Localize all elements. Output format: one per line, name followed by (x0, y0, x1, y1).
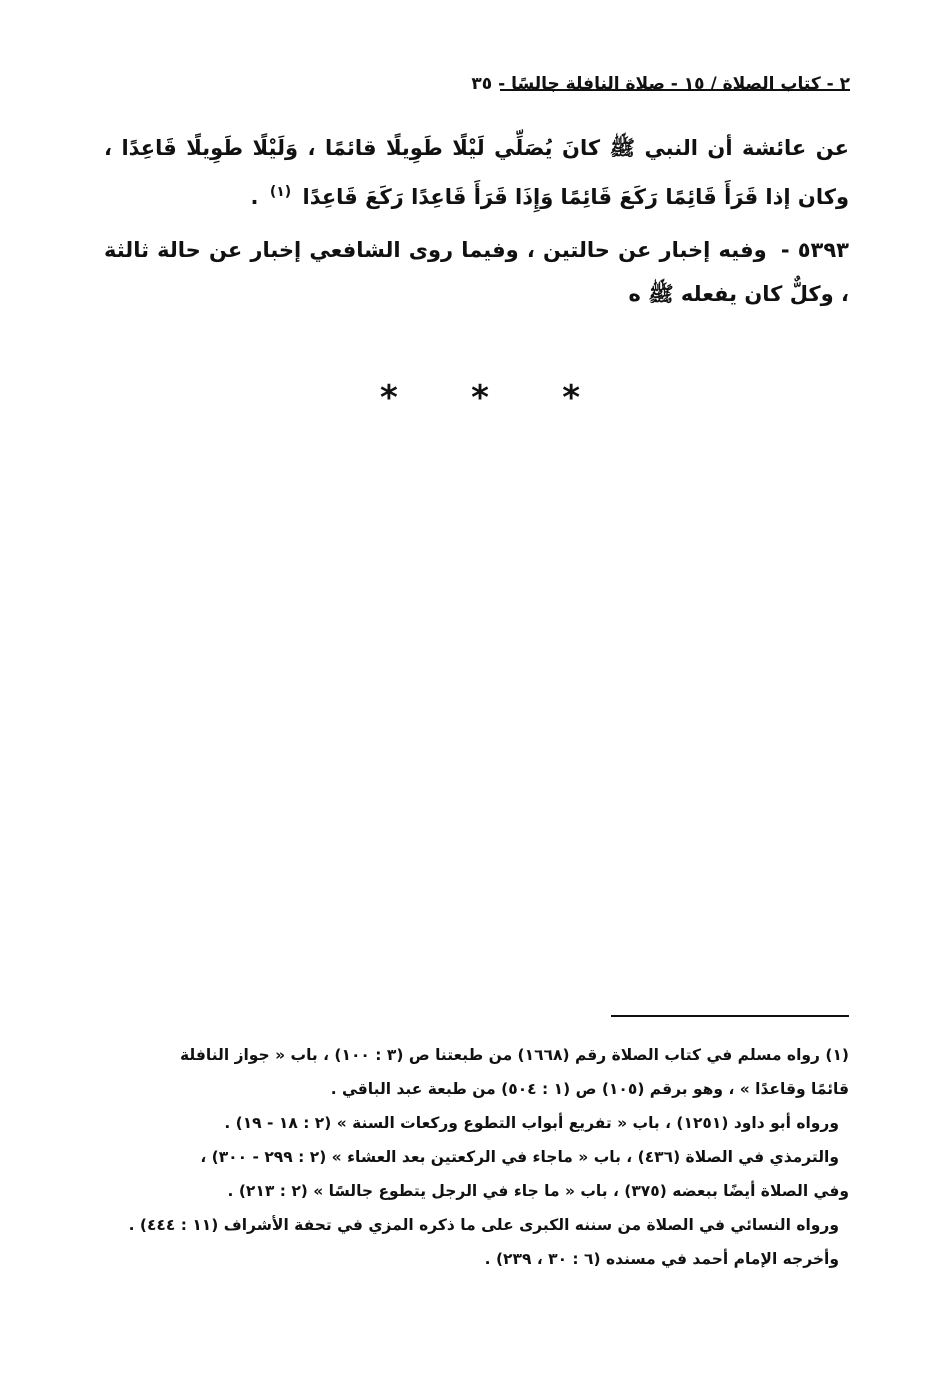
footnote-line: قائمًا وقاعدًا » ، وهو برقم (١٠٥) ص (١ : ٥٠٤) من طبعة عبد الباقي . (330, 1080, 849, 1098)
separator-star: * (471, 378, 489, 418)
hadith-text: عن عائشة أن النبي ﷺ كانَ يُصَلِّي لَيْلًا طَوِيلًا قائمًا ، وَلَيْلًا طَوِيلًا قَاعِدًا ، وكان إذا قَرَأَ قَائِمًا رَكَعَ قَائِمًا وَإِذَا قَرَأَ قَاعِدًا رَكَعَ قَاعِدًا (104, 136, 849, 209)
footnote-line: وأخرجه الإمام أحمد في مسنده (٦ : ٣٠ ، ٢٣٩) . (484, 1250, 839, 1268)
footnote-line: والترمذي في الصلاة (٤٣٦) ، باب « ماجاء في الركعتين بعد العشاء » (٢ : ٢٩٩ - ٣٠٠) ، (200, 1148, 839, 1166)
footnote-line: ورواه أبو داود (١٢٥١) ، باب « تفريع أبواب التطوع وركعات السنة » (٢ : ١٨ - ١٩) . (224, 1114, 839, 1132)
footnote-line: (١) رواه مسلم في كتاب الصلاة رقم (١٦٦٨) من طبعتنا ص (٣ : ١٠٠) ، باب « جواز النافلة (180, 1046, 849, 1064)
separator-star: * (380, 378, 398, 418)
running-title: ٢ - كتاب الصلاة / ١٥ - صلاة النافلة جالسًا - ٣٥ (471, 74, 850, 94)
footnote-line: ورواه النسائي في الصلاة من سننه الكبرى على ما ذكره المزي في تحفة الأشراف (١١ : ٤٤٤) . (128, 1216, 839, 1234)
commentary-paragraph (104, 228, 849, 316)
section-separator (380, 378, 580, 418)
running-header (80, 74, 850, 102)
hadith-paragraph (104, 126, 849, 219)
item-number: ٥٣٩٣ - (780, 238, 849, 262)
footnotes-block (104, 1038, 849, 1276)
footnote-rule (611, 1015, 849, 1017)
separator-star: * (562, 378, 580, 418)
footnote-reference[interactable]: (١) (269, 184, 292, 200)
header-rule (500, 89, 850, 91)
footnote-line: وفي الصلاة أيضًا ببعضه (٣٧٥) ، باب « ما جاء في الرجل يتطوع جالسًا » (٢ : ٢١٣) . (227, 1182, 849, 1200)
sentence-end: . (250, 185, 259, 209)
commentary-text: وفيه إخبار عن حالتين ، وفيما روى الشافعي إخبار عن حالة ثالثة ، وكلٌّ كان يفعله ﷺ ه (104, 238, 849, 306)
